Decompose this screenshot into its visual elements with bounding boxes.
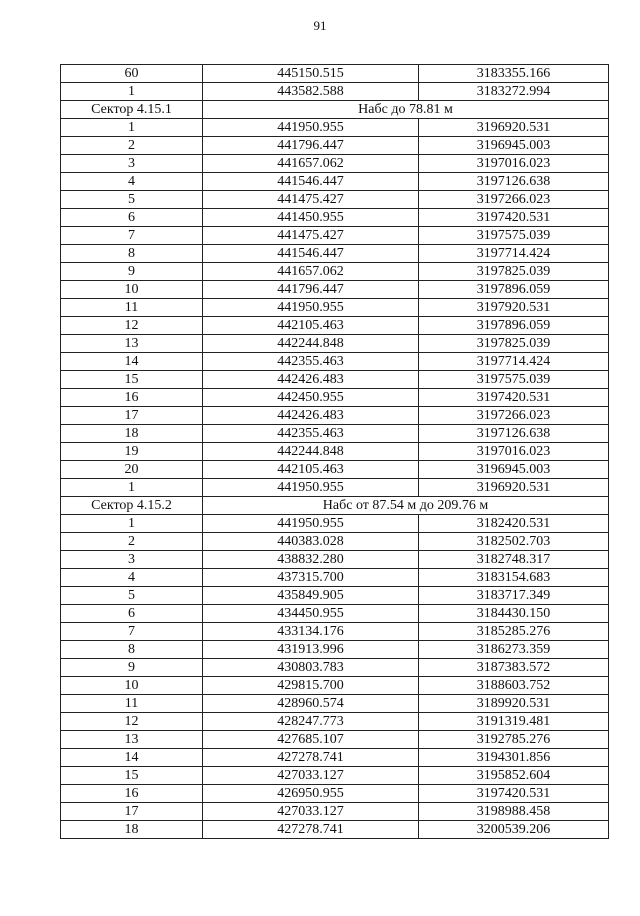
- y-coordinate: 3195852.604: [419, 767, 609, 785]
- y-coordinate: 3182420.531: [419, 515, 609, 533]
- x-coordinate: 430803.783: [203, 659, 419, 677]
- point-number: 4: [61, 173, 203, 191]
- y-coordinate: 3187383.572: [419, 659, 609, 677]
- table-row: [61, 731, 609, 749]
- point-number: 18: [61, 425, 203, 443]
- table-row: [61, 533, 609, 551]
- point-number: 11: [61, 299, 203, 317]
- point-number: 5: [61, 587, 203, 605]
- table-row: [61, 641, 609, 659]
- y-coordinate: 3197266.023: [419, 407, 609, 425]
- point-number: 8: [61, 641, 203, 659]
- sector-height-range: Набс от 87.54 м до 209.76 м: [203, 497, 609, 515]
- x-coordinate: 427278.741: [203, 749, 419, 767]
- x-coordinate: 428960.574: [203, 695, 419, 713]
- x-coordinate: 442426.483: [203, 371, 419, 389]
- sector-height-range: Набс до 78.81 м: [203, 101, 609, 119]
- x-coordinate: 440383.028: [203, 533, 419, 551]
- point-number: 2: [61, 137, 203, 155]
- x-coordinate: 443582.588: [203, 83, 419, 101]
- y-coordinate: 3182748.317: [419, 551, 609, 569]
- y-coordinate: 3191319.481: [419, 713, 609, 731]
- x-coordinate: 441950.955: [203, 119, 419, 137]
- x-coordinate: 442355.463: [203, 353, 419, 371]
- table-row: [61, 389, 609, 407]
- y-coordinate: 3188603.752: [419, 677, 609, 695]
- point-number: 3: [61, 551, 203, 569]
- point-number: 6: [61, 605, 203, 623]
- x-coordinate: 441657.062: [203, 155, 419, 173]
- point-number: 7: [61, 227, 203, 245]
- x-coordinate: 442105.463: [203, 317, 419, 335]
- y-coordinate: 3197825.039: [419, 263, 609, 281]
- x-coordinate: 435849.905: [203, 587, 419, 605]
- sector-label: Сектор 4.15.2: [61, 497, 203, 515]
- table-row: [61, 65, 609, 83]
- table-row: [61, 119, 609, 137]
- point-number: 6: [61, 209, 203, 227]
- table-row: [61, 227, 609, 245]
- table-row: [61, 569, 609, 587]
- x-coordinate: 433134.176: [203, 623, 419, 641]
- point-number: 10: [61, 677, 203, 695]
- x-coordinate: 428247.773: [203, 713, 419, 731]
- point-number: 17: [61, 407, 203, 425]
- y-coordinate: 3197575.039: [419, 227, 609, 245]
- x-coordinate: 431913.996: [203, 641, 419, 659]
- x-coordinate: 441796.447: [203, 137, 419, 155]
- y-coordinate: 3184430.150: [419, 605, 609, 623]
- coordinates-table-body: [61, 65, 609, 839]
- point-number: 1: [61, 479, 203, 497]
- table-row: [61, 281, 609, 299]
- point-number: 60: [61, 65, 203, 83]
- coordinates-table: [60, 64, 609, 839]
- y-coordinate: 3189920.531: [419, 695, 609, 713]
- point-number: 11: [61, 695, 203, 713]
- x-coordinate: 442450.955: [203, 389, 419, 407]
- y-coordinate: 3183717.349: [419, 587, 609, 605]
- x-coordinate: 441950.955: [203, 299, 419, 317]
- x-coordinate: 442426.483: [203, 407, 419, 425]
- y-coordinate: 3197126.638: [419, 425, 609, 443]
- table-row: [61, 317, 609, 335]
- y-coordinate: 3197420.531: [419, 209, 609, 227]
- x-coordinate: 434450.955: [203, 605, 419, 623]
- y-coordinate: 3196920.531: [419, 119, 609, 137]
- x-coordinate: 429815.700: [203, 677, 419, 695]
- point-number: 17: [61, 803, 203, 821]
- table-row: [61, 425, 609, 443]
- point-number: 3: [61, 155, 203, 173]
- x-coordinate: 437315.700: [203, 569, 419, 587]
- table-row: [61, 821, 609, 839]
- y-coordinate: 3197575.039: [419, 371, 609, 389]
- point-number: 1: [61, 515, 203, 533]
- y-coordinate: 3183355.166: [419, 65, 609, 83]
- point-number: 5: [61, 191, 203, 209]
- table-row: [61, 767, 609, 785]
- x-coordinate: 441950.955: [203, 515, 419, 533]
- table-row: [61, 371, 609, 389]
- y-coordinate: 3197825.039: [419, 335, 609, 353]
- point-number: 16: [61, 389, 203, 407]
- y-coordinate: 3182502.703: [419, 533, 609, 551]
- point-number: 4: [61, 569, 203, 587]
- point-number: 18: [61, 821, 203, 839]
- x-coordinate: 427033.127: [203, 803, 419, 821]
- point-number: 10: [61, 281, 203, 299]
- point-number: 7: [61, 623, 203, 641]
- x-coordinate: 427685.107: [203, 731, 419, 749]
- x-coordinate: 441546.447: [203, 173, 419, 191]
- table-row: [61, 263, 609, 281]
- y-coordinate: 3196945.003: [419, 461, 609, 479]
- x-coordinate: 441450.955: [203, 209, 419, 227]
- x-coordinate: 442244.848: [203, 443, 419, 461]
- y-coordinate: 3183154.683: [419, 569, 609, 587]
- x-coordinate: 441546.447: [203, 245, 419, 263]
- point-number: 13: [61, 335, 203, 353]
- point-number: 8: [61, 245, 203, 263]
- point-number: 14: [61, 749, 203, 767]
- y-coordinate: 3200539.206: [419, 821, 609, 839]
- point-number: 19: [61, 443, 203, 461]
- x-coordinate: 442355.463: [203, 425, 419, 443]
- sector-label: Сектор 4.15.1: [61, 101, 203, 119]
- y-coordinate: 3197896.059: [419, 281, 609, 299]
- y-coordinate: 3197920.531: [419, 299, 609, 317]
- table-row: [61, 713, 609, 731]
- y-coordinate: 3198988.458: [419, 803, 609, 821]
- table-row: [61, 551, 609, 569]
- table-row: [61, 587, 609, 605]
- x-coordinate: 441475.427: [203, 227, 419, 245]
- x-coordinate: 445150.515: [203, 65, 419, 83]
- table-row: [61, 659, 609, 677]
- table-row: [61, 173, 609, 191]
- table-row: [61, 443, 609, 461]
- y-coordinate: 3186273.359: [419, 641, 609, 659]
- y-coordinate: 3192785.276: [419, 731, 609, 749]
- y-coordinate: 3197126.638: [419, 173, 609, 191]
- point-number: 12: [61, 713, 203, 731]
- table-row: [61, 299, 609, 317]
- table-row: [61, 137, 609, 155]
- table-row: [61, 83, 609, 101]
- point-number: 13: [61, 731, 203, 749]
- point-number: 12: [61, 317, 203, 335]
- x-coordinate: 427033.127: [203, 767, 419, 785]
- sector-header-row: [61, 497, 609, 515]
- sector-header-row: [61, 101, 609, 119]
- table-row: [61, 605, 609, 623]
- table-row: [61, 785, 609, 803]
- point-number: 9: [61, 659, 203, 677]
- table-row: [61, 695, 609, 713]
- point-number: 16: [61, 785, 203, 803]
- point-number: 20: [61, 461, 203, 479]
- y-coordinate: 3197420.531: [419, 785, 609, 803]
- table-row: [61, 461, 609, 479]
- y-coordinate: 3196920.531: [419, 479, 609, 497]
- y-coordinate: 3197896.059: [419, 317, 609, 335]
- point-number: 1: [61, 83, 203, 101]
- point-number: 15: [61, 371, 203, 389]
- point-number: 9: [61, 263, 203, 281]
- y-coordinate: 3197714.424: [419, 245, 609, 263]
- y-coordinate: 3197714.424: [419, 353, 609, 371]
- y-coordinate: 3197420.531: [419, 389, 609, 407]
- table-row: [61, 245, 609, 263]
- y-coordinate: 3183272.994: [419, 83, 609, 101]
- table-row: [61, 677, 609, 695]
- y-coordinate: 3197016.023: [419, 443, 609, 461]
- table-row: [61, 335, 609, 353]
- x-coordinate: 427278.741: [203, 821, 419, 839]
- y-coordinate: 3185285.276: [419, 623, 609, 641]
- table-row: [61, 155, 609, 173]
- x-coordinate: 441657.062: [203, 263, 419, 281]
- table-row: [61, 479, 609, 497]
- table-row: [61, 515, 609, 533]
- x-coordinate: 442105.463: [203, 461, 419, 479]
- x-coordinate: 441796.447: [203, 281, 419, 299]
- table-row: [61, 191, 609, 209]
- y-coordinate: 3197266.023: [419, 191, 609, 209]
- table-row: [61, 209, 609, 227]
- x-coordinate: 426950.955: [203, 785, 419, 803]
- point-number: 2: [61, 533, 203, 551]
- table-row: [61, 803, 609, 821]
- table-row: [61, 353, 609, 371]
- table-row: [61, 623, 609, 641]
- y-coordinate: 3196945.003: [419, 137, 609, 155]
- point-number: 15: [61, 767, 203, 785]
- table-row: [61, 407, 609, 425]
- table-row: [61, 749, 609, 767]
- x-coordinate: 442244.848: [203, 335, 419, 353]
- x-coordinate: 441475.427: [203, 191, 419, 209]
- point-number: 1: [61, 119, 203, 137]
- page-number: 91: [313, 18, 327, 33]
- y-coordinate: 3197016.023: [419, 155, 609, 173]
- point-number: 14: [61, 353, 203, 371]
- x-coordinate: 438832.280: [203, 551, 419, 569]
- x-coordinate: 441950.955: [203, 479, 419, 497]
- y-coordinate: 3194301.856: [419, 749, 609, 767]
